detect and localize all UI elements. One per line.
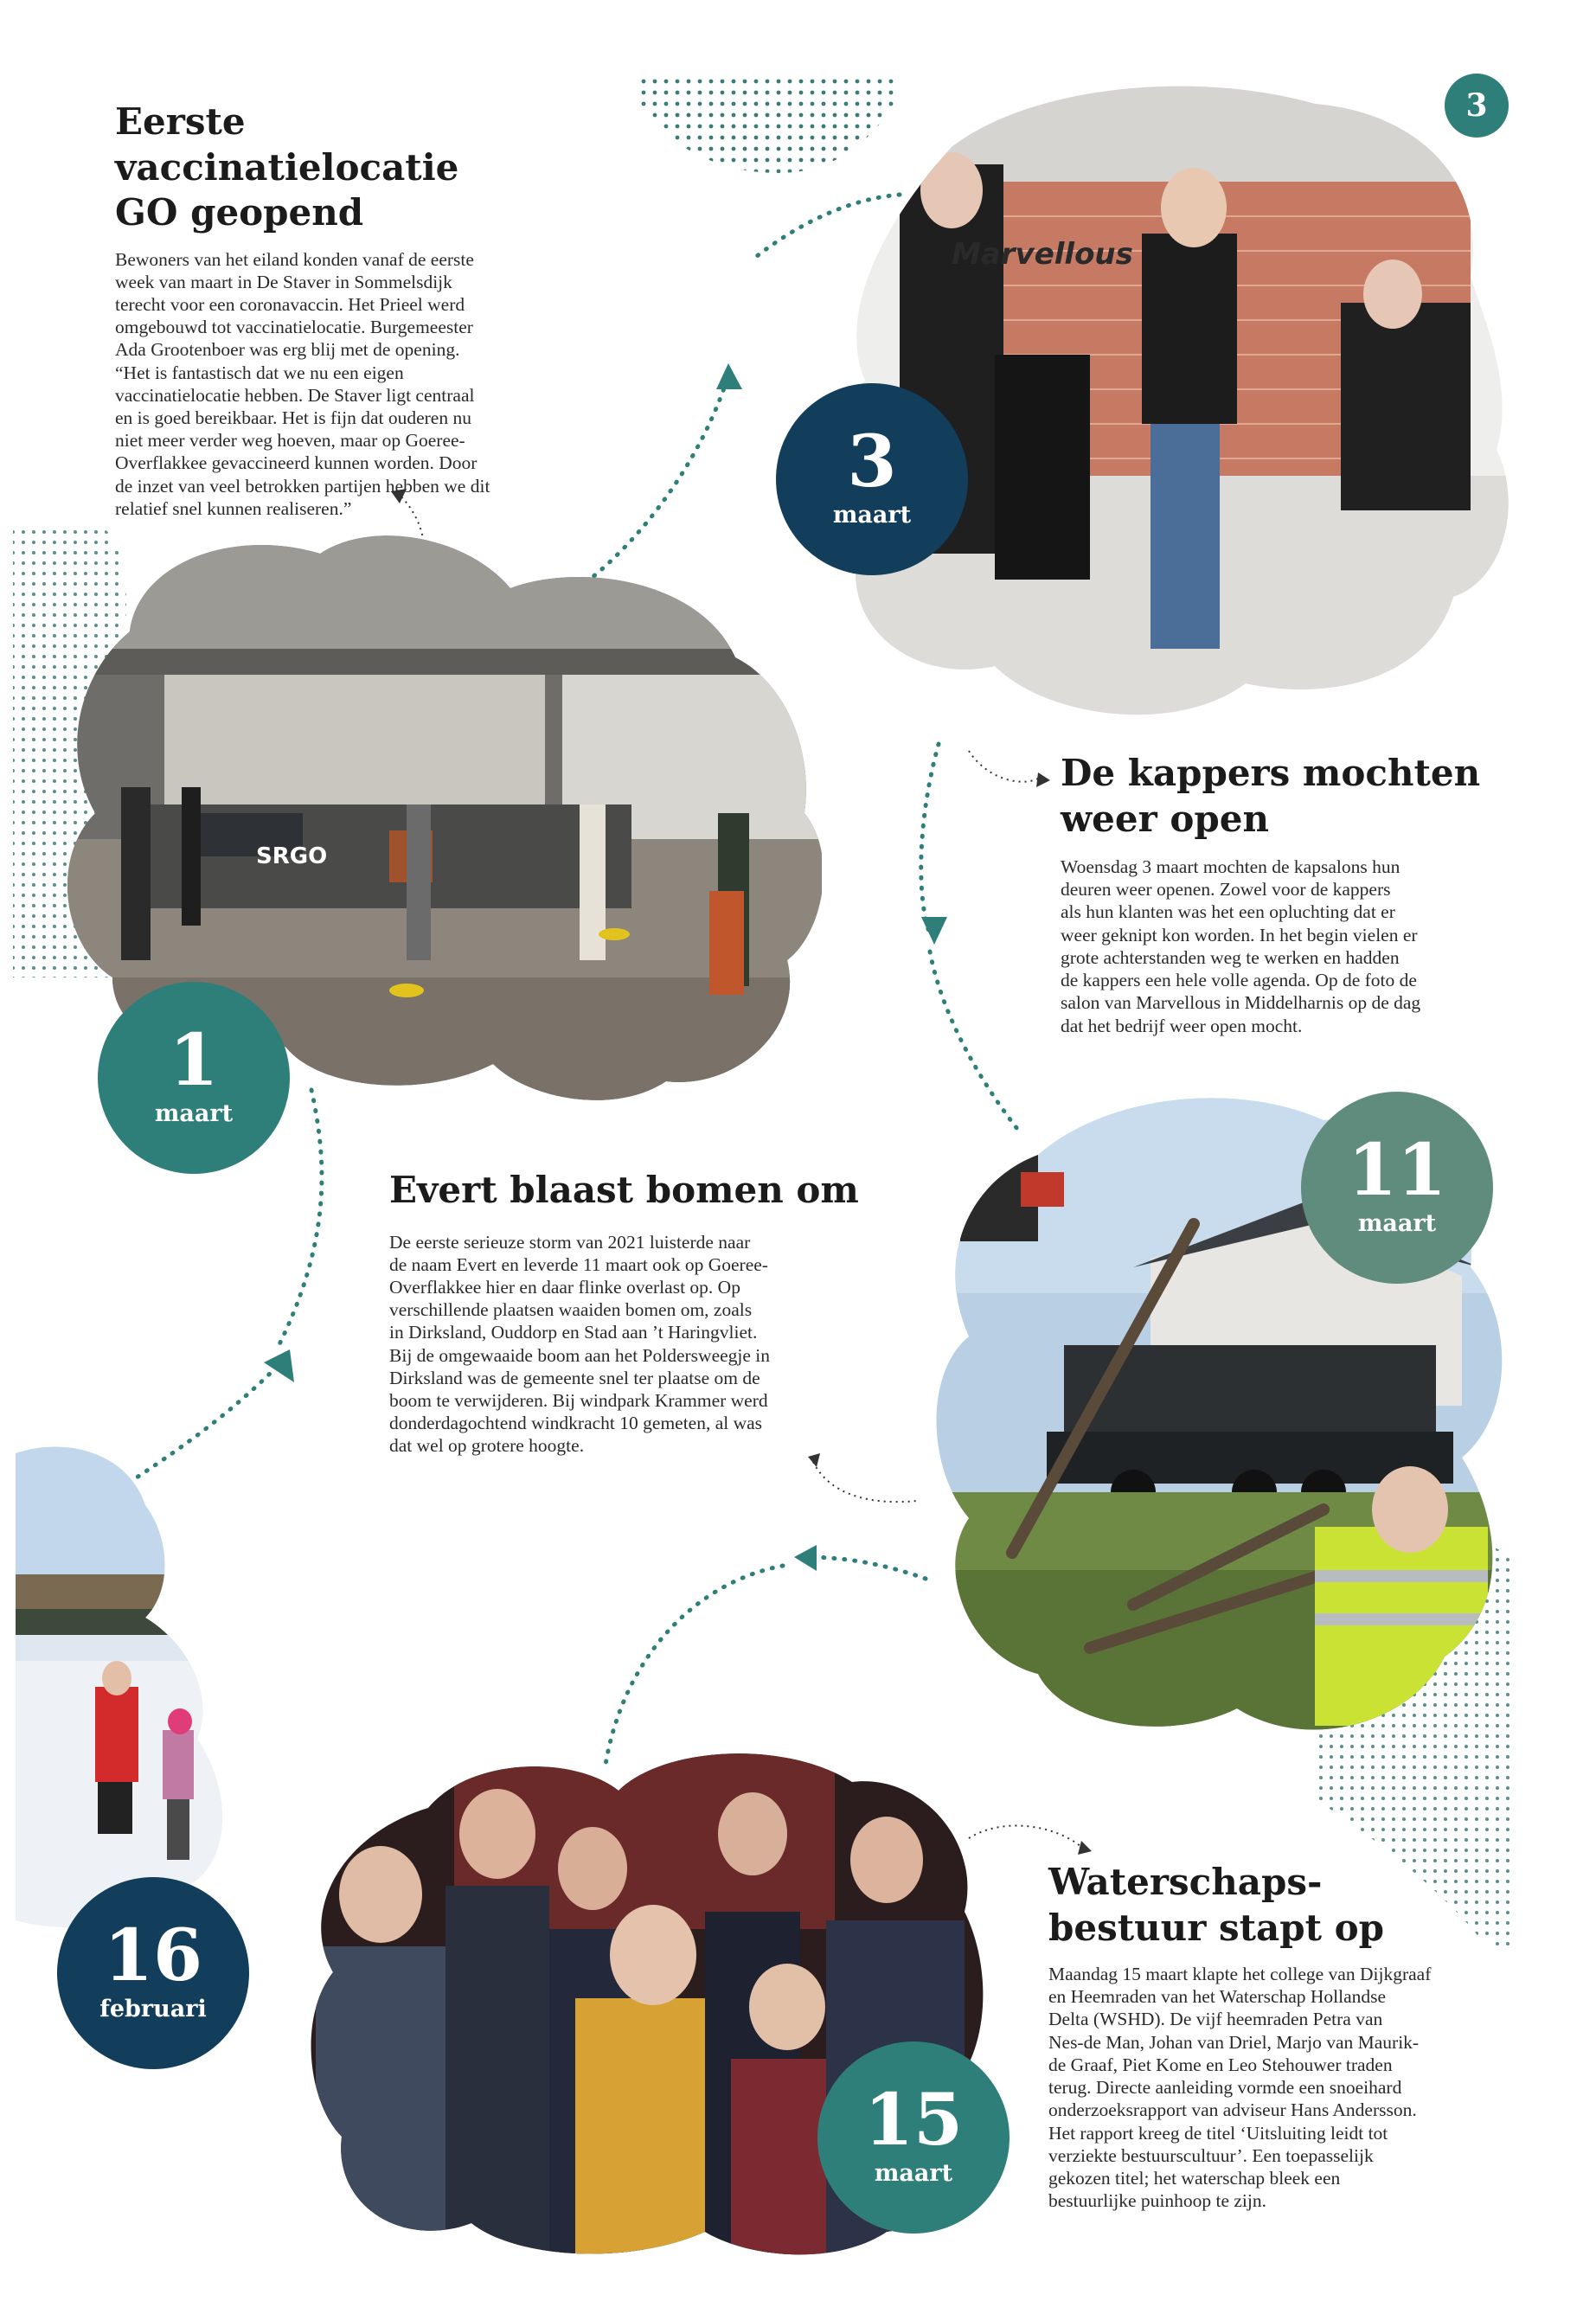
skating-photo: [16, 1436, 249, 1955]
storm-headline: Evert blaast bomen om: [389, 1169, 859, 1211]
arrow-head-up-1: [716, 363, 742, 389]
story-hairdressers: [1061, 751, 1545, 1037]
hairdresser-photo-sign: Marvellous: [952, 237, 1133, 272]
story-waterboard: [1048, 1860, 1567, 2212]
waterboard-title-line2: bestuur stapt op: [1048, 1906, 1384, 1949]
waterboard-date-month: maart: [874, 2159, 953, 2187]
vaccination-headline: [115, 99, 599, 236]
waterboard-date-badge: [817, 2041, 1010, 2234]
hairdresser-date-badge: [776, 383, 968, 575]
hairdresser-headline: [1061, 751, 1545, 842]
hairdresser-body: Woensdag 3 maart mochten de kapsalons hun deuren weer openen. Zowel voor de kappers als hun klanten was het een opluchting dat er weer geknipt kon worden. In het begin vielen er grote achterstanden weg te werken en hadden de kappers een hele volle agenda. Op de foto de salon van Marvellous in Middelharnis op de dag dat het bedrijf weer open mocht.: [1061, 856, 1421, 1036]
waterboard-title-line1: Waterschaps-: [1048, 1861, 1323, 1903]
vaccination-photo-sign: SRGO: [256, 843, 328, 869]
page-number: 3: [1465, 87, 1488, 124]
hairdresser-title-line2: weer open: [1061, 797, 1269, 840]
storm-date-day: 11: [1347, 1128, 1447, 1212]
storm-date-month: maart: [1357, 1209, 1437, 1237]
waterboard-body: Maandag 15 maart klapte het college van Dijkgraaf en Heemraden van het Waterschap Hollandse Delta (WSHD). De vijf heemraden Petra van Nes-de Man, Johan van Driel, Marjo van Maurik- de Graaf, Piet Kome en Leo Stehouwer traden terug. Directe aanleiding vormde een snoeihard onderzoeksrapport van adviseur Hans Andersson. Het rapport kreeg de titel ‘Uitsluiting leidt tot verziekte bestuurscultuur’. Een toepasselijk gekozen titel; het waterschap bleek een bestuurlijke puinhoop te zijn.: [1048, 1964, 1432, 2212]
skating-date-month: februari: [99, 1995, 207, 2022]
vaccination-date-day: 1: [169, 1018, 219, 1102]
vaccination-title-line2: GO geopend: [115, 191, 364, 234]
vaccination-date-month: maart: [154, 1099, 234, 1127]
skating-date-badge: [57, 1877, 249, 2069]
hairdresser-title-line1: De kappers mochten: [1061, 752, 1481, 794]
vaccination-title-line1: Eerste vaccinatielocatie: [115, 100, 459, 189]
hairdresser-date-month: maart: [832, 501, 912, 529]
vaccination-date-badge: [98, 982, 290, 1174]
hairdresser-date-day: 3: [847, 420, 897, 503]
story-storm: [389, 1168, 882, 1458]
vaccination-body: Bewoners van het eiland konden vanaf de eerste week van maart in De Staver in Sommelsdijk terecht voor een coronavaccin. Het Prieel werd omgebouwd tot vaccinatielocatie. Burgemeester Ada Grootenboer was erg blij met de opening. “Het is fantastisch dat we nu een eigen vaccinatielocatie hebben. De Staver ligt centraal en is goed bereikbaar. Het is fijn dat ouderen nu niet meer verder weg hoeven, maar op Goeree- Overflakkee gevaccineerd kunnen worden. Door de inzet van veel betrokken partijen hebben we dit relatief snel kunnen realiseren.”: [115, 248, 490, 519]
storm-body: De eerste serieuze storm van 2021 luisterde naar de naam Evert en leverde 11 maart ook op Goeree- Overflakkee hier en daar flinke overlast op. Op verschillende plaatsen waaiden bomen om, zoals in Dirksland, Ouddorp en Stad aan ’t Haringvliet. Bij de omgewaaide boom aan het Poldersweegje in Dirksland was de gemeente snel ter plaatse om de boom te verwijderen. Bij windpark Krammer werd donderdagochtend windkracht 10 gemeten, al was dat wel op grotere hoogte.: [389, 1231, 771, 1457]
storm-date-badge: [1301, 1092, 1493, 1284]
waterboard-headline: [1048, 1860, 1567, 1951]
story-vaccination: [115, 99, 599, 520]
waterboard-date-day: 15: [863, 2078, 964, 2162]
skating-date-day: 16: [103, 1913, 203, 1997]
